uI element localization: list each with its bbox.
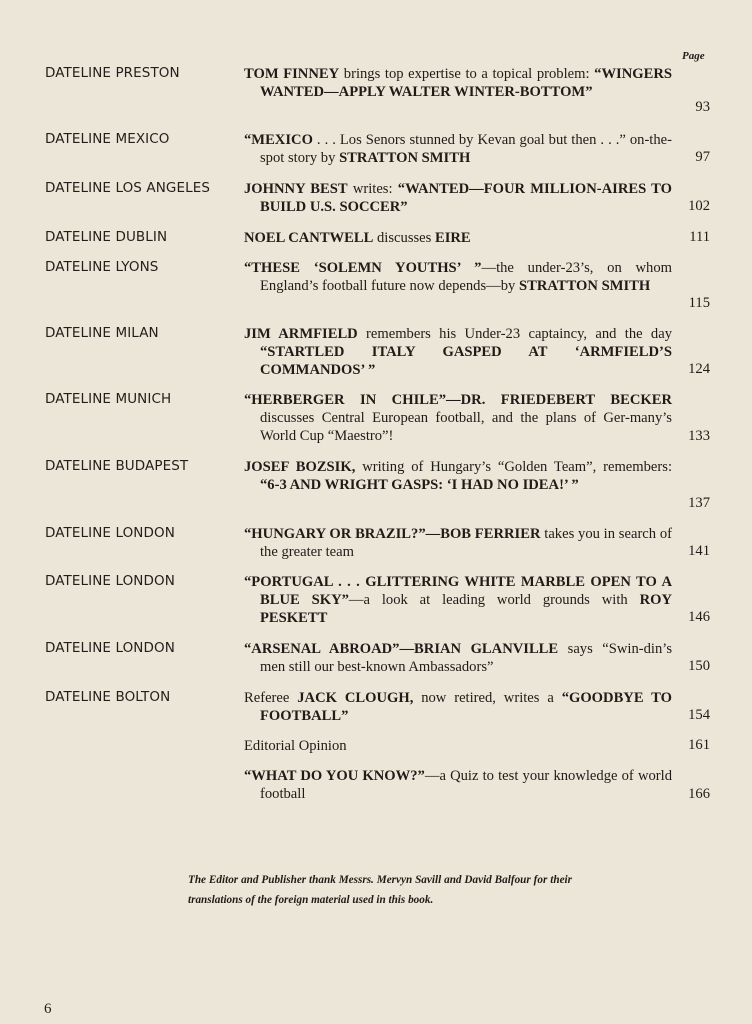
entry-emphasis: EIRE — [434, 230, 471, 246]
entry-page-number: 111 — [689, 229, 710, 245]
entry-description — [244, 391, 672, 445]
entry-description — [244, 573, 672, 627]
entry-text: —a look at leading world grounds with — [348, 592, 640, 608]
entry-emphasis: JOHNNY BEST — [244, 181, 348, 197]
entry-page-number: 141 — [688, 543, 710, 559]
entry-dateline: DATELINE LONDON — [45, 573, 175, 589]
entry-text: . . . Los Senors stunned by Kevan goal but then . . .” on-the-spot story by — [260, 132, 672, 166]
entry-emphasis: “MEXICO — [244, 132, 313, 148]
entry-page-number: 102 — [688, 198, 710, 214]
entry-text: takes you in search of the greater team — [260, 526, 673, 560]
entry-text: now retired, writes a — [413, 690, 562, 706]
page-column-header: Page — [682, 50, 705, 62]
entry-dateline: DATELINE MEXICO — [45, 131, 170, 147]
entry-text: Referee — [244, 690, 298, 706]
entry-text: Editorial Opinion — [244, 738, 347, 754]
entry-page-number: 166 — [688, 786, 710, 802]
entry-emphasis: “WINGERS WANTED—APPLY WALTER WINTER-BOTTOM” — [260, 66, 672, 100]
entry-emphasis: JOSEF BOZSIK, — [244, 459, 356, 475]
entry-emphasis: “ARSENAL ABROAD”—BRIAN GLANVILLE — [244, 641, 559, 657]
entry-emphasis: JIM ARMFIELD — [244, 326, 358, 342]
entry-page-number: 137 — [688, 495, 710, 511]
entry-text: writes: — [347, 181, 398, 197]
entry-description — [244, 458, 672, 494]
entry-emphasis: “6-3 AND WRIGHT GASPS: ‘I HAD NO IDEA!’ ” — [260, 477, 579, 493]
entry-emphasis: NOEL CANTWELL — [244, 230, 374, 246]
entry-dateline: DATELINE LYONS — [45, 259, 159, 275]
entry-emphasis: “WANTED—FOUR MILLION-AIRES TO BUILD U.S. SOCCER” — [260, 181, 672, 215]
entry-emphasis: “THESE ‘SOLEMN YOUTHS’ ” — [244, 260, 482, 276]
entry-dateline: DATELINE LONDON — [45, 640, 175, 656]
entry-dateline: DATELINE MUNICH — [45, 391, 172, 407]
entry-text: discusses Central European football, and the plans of Ger-many’s World Cup “Maestro”! — [260, 410, 672, 444]
entry-description — [244, 131, 672, 167]
entry-dateline: DATELINE PRESTON — [45, 65, 180, 81]
entry-text: brings top expertise to a topical problem: — [339, 66, 595, 82]
entry-description — [244, 689, 672, 725]
entry-page-number: 97 — [695, 149, 710, 165]
entry-emphasis: ROY PESKETT — [260, 592, 672, 626]
entry-text: —the under-23’s, on whom England’s football future now depends—by — [260, 260, 672, 294]
entry-emphasis: “STARTLED ITALY GASPED AT ‘ARMFIELD’S COMMANDOS’ ” — [260, 344, 672, 378]
entry-page-number: 146 — [688, 609, 710, 625]
entry-description — [244, 737, 672, 755]
entry-dateline: DATELINE LONDON — [45, 525, 175, 541]
entry-description — [244, 640, 672, 676]
entry-dateline: DATELINE MILAN — [45, 325, 159, 341]
entry-text: —a Quiz to test your knowledge of world football — [260, 768, 672, 802]
entry-dateline: DATELINE BUDAPEST — [45, 458, 189, 474]
translation-footnote: The Editor and Publisher thank Messrs. Mervyn Savill and David Balfour for their translations of the foreign material used in this book. — [188, 874, 572, 906]
entry-description — [244, 65, 672, 101]
entry-description — [244, 767, 672, 803]
entry-dateline: DATELINE LOS ANGELES — [45, 180, 211, 196]
entry-emphasis: STRATTON SMITH — [519, 278, 651, 294]
entry-emphasis: JACK CLOUGH, — [297, 690, 414, 706]
entry-emphasis: “HUNGARY OR BRAZIL?”—BOB FERRIER — [244, 526, 541, 542]
entry-emphasis: “HERBERGER IN CHILE”—DR. FRIEDEBERT BECKER — [244, 392, 672, 408]
entry-page-number: 124 — [688, 361, 710, 377]
entry-text: writing of Hungary’s “Golden Team”, remembers: — [355, 459, 673, 475]
entry-page-number: 133 — [688, 428, 710, 444]
entry-page-number: 93 — [695, 99, 710, 115]
entry-text: discusses — [373, 230, 435, 246]
entry-page-number: 150 — [688, 658, 710, 674]
entry-emphasis: STRATTON SMITH — [339, 150, 471, 166]
entry-emphasis: “WHAT DO YOU KNOW?” — [244, 768, 425, 784]
entry-text: says “Swin-din’s men still our best-known Ambassadors” — [260, 641, 672, 675]
entry-dateline: DATELINE DUBLIN — [45, 229, 168, 245]
entry-emphasis: “GOODBYE TO FOOTBALL” — [260, 690, 673, 724]
entry-dateline: DATELINE BOLTON — [45, 689, 171, 705]
page-number: 6 — [44, 1001, 52, 1017]
entry-description — [244, 259, 672, 295]
entry-emphasis: TOM FINNEY — [244, 66, 340, 82]
entry-page-number: 154 — [688, 707, 710, 723]
entry-text: remembers his Under-23 captaincy, and the day — [357, 326, 672, 342]
entry-description — [244, 180, 672, 216]
entry-emphasis: “PORTUGAL . . . GLITTERING WHITE MARBLE OPEN TO A BLUE SKY” — [244, 574, 672, 608]
entry-page-number: 161 — [688, 737, 710, 753]
entry-description — [244, 229, 672, 247]
entry-description — [244, 325, 672, 379]
entry-description — [244, 525, 672, 561]
entry-page-number: 115 — [688, 295, 710, 311]
